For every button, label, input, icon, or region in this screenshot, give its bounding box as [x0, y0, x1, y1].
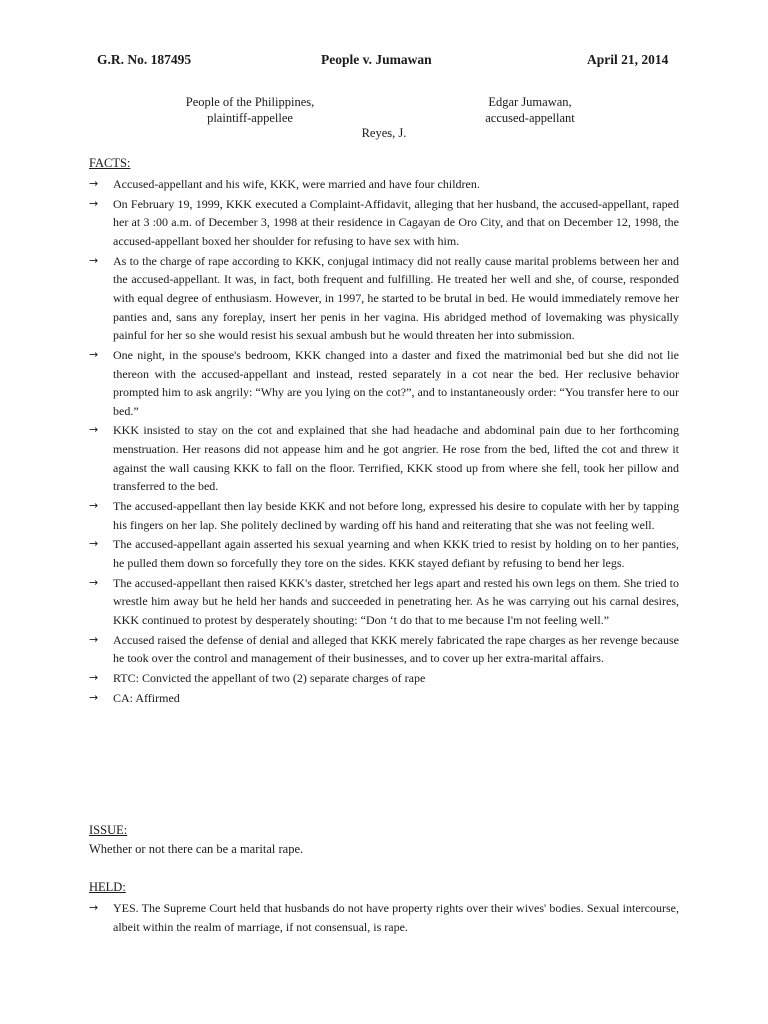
- right-arrow-icon: →: [89, 632, 99, 646]
- right-arrow-icon: →: [89, 347, 99, 361]
- plaintiff-role: plaintiff-appellee: [207, 111, 293, 125]
- facts-item-text: On February 19, 1999, KKK executed a Complaint-Affidavit, alleging that her husband, the accused-appellant, raped her at 3 :00 a.m. of December 3, 1998 at their residence in Cagayan de Oro City, and that on December 12, 1998, the accused-appellant boxed her shoulder for refusing to have sex with him.: [113, 196, 679, 248]
- issue-text: Whether or not there can be a marital rape.: [89, 842, 304, 856]
- case-title: People v. Jumawan: [321, 52, 432, 67]
- facts-item-text: The accused-appellant then lay beside KKK and not before long, expressed his desire to copulate with her by tapping his fingers on her lap. She politely declined by warding off his hand and reiterating that she was not feeling well.: [113, 499, 679, 532]
- facts-item-text: As to the charge of rape according to KKK, conjugal intimacy did not really cause marital problems between her and the accused-appellant. It was, in fact, both frequent and fulfilling. He treated her well and she, of course, responded with equal degree of enthusiasm. However, in 1997, he started to be brutal in bed. He would immediately remove her panties and, sans any foreplay, insert her penis in her vagina. His abridged method of lovemaking was physically painful for her so she would resist his sexual ambush but he would threaten her into submission.: [113, 253, 679, 343]
- facts-item: [89, 574, 679, 630]
- facts-list: [89, 175, 679, 709]
- plaintiff-block: [150, 94, 350, 126]
- issue-heading: ISSUE:: [89, 823, 128, 837]
- facts-item: [89, 346, 679, 420]
- held-heading: HELD:: [89, 880, 126, 894]
- right-arrow-icon: →: [89, 177, 99, 190]
- held-item-text: YES. The Supreme Court held that husbands do not have property rights over their wives' bodies. Sexual intercourse, albeit within the realm of marriage, if not consensual, is rape.: [113, 901, 679, 934]
- facts-item: [89, 631, 679, 668]
- right-arrow-icon: →: [89, 671, 99, 685]
- right-arrow-icon: →: [89, 196, 99, 210]
- facts-item-text: Accused-appellant and his wife, KKK, were married and have four children.: [113, 177, 480, 191]
- accused-role: accused-appellant: [485, 111, 575, 125]
- facts-item: [89, 175, 679, 194]
- held-list: [89, 899, 679, 937]
- accused-name: Edgar Jumawan,: [488, 95, 572, 109]
- facts-item: [89, 195, 679, 251]
- facts-item-text: One night, in the spouse's bedroom, KKK changed into a daster and fixed the matrimonial bed but she did not lie thereon with the accused-appellant and instead, rested separately in a cot near the bed. Her reclusive behavior prompted him to ask angrily: “Why are you lying on the cot?”, and to instantaneously order: “You transfer here to our bed.”: [113, 347, 679, 418]
- facts-item: [89, 421, 679, 495]
- accused-block: [430, 94, 630, 126]
- plaintiff-name: People of the Philippines,: [185, 95, 315, 109]
- facts-item-text: The accused-appellant again asserted his sexual yearning and when KKK tried to resist by holding on to her panties, he pulled them down so forcefully they tore on the sides. KKK stayed defiant by refusing to bend her legs.: [113, 537, 679, 570]
- decision-date: April 21, 2014: [587, 52, 669, 67]
- facts-item: [89, 252, 679, 345]
- facts-item: [89, 669, 679, 688]
- right-arrow-icon: →: [89, 253, 99, 267]
- facts-item-text: KKK insisted to stay on the cot and explained that she had headache and abdominal pain due to her forthcoming menstruation. Her reasons did not appease him and he got angrier. He rose from the bed, lifted the cot and threw it against the wall causing KKK to fall on the floor. Terrified, KKK stood up from where she fell, took her pillow and transferred to the bed.: [113, 423, 679, 494]
- gr-number: G.R. No. 187495: [97, 52, 192, 67]
- facts-item-text: RTC: Convicted the appellant of two (2) separate charges of rape: [113, 671, 426, 686]
- right-arrow-icon: →: [89, 423, 99, 437]
- held-item: [89, 899, 679, 936]
- facts-item-text: CA: Affirmed: [113, 690, 180, 705]
- facts-item-text: Accused raised the defense of denial and alleged that KKK merely fabricated the rape charges as her revenge because he took over the control and management of their businesses, and to cover up her extra-marital affairs.: [113, 632, 679, 666]
- right-arrow-icon: →: [89, 499, 99, 513]
- facts-item: [89, 689, 679, 708]
- right-arrow-icon: →: [89, 537, 99, 551]
- facts-item: [89, 497, 679, 534]
- right-arrow-icon: →: [89, 690, 99, 704]
- ponente: Reyes, J.: [361, 126, 407, 140]
- right-arrow-icon: →: [89, 575, 99, 589]
- right-arrow-icon: →: [89, 901, 99, 914]
- facts-item-text: The accused-appellant then raised KKK's daster, stretched her legs apart and rested his own legs on them. She tried to wrestle him away but he held her hands and succeeded in penetrating her. As he was carrying out his carnal desires, KKK continued to protest by desperately shouting: “Don ‘t do that to me because I'm not feeling well.”: [113, 575, 679, 627]
- facts-heading: FACTS:: [89, 156, 131, 170]
- facts-item: [89, 535, 679, 572]
